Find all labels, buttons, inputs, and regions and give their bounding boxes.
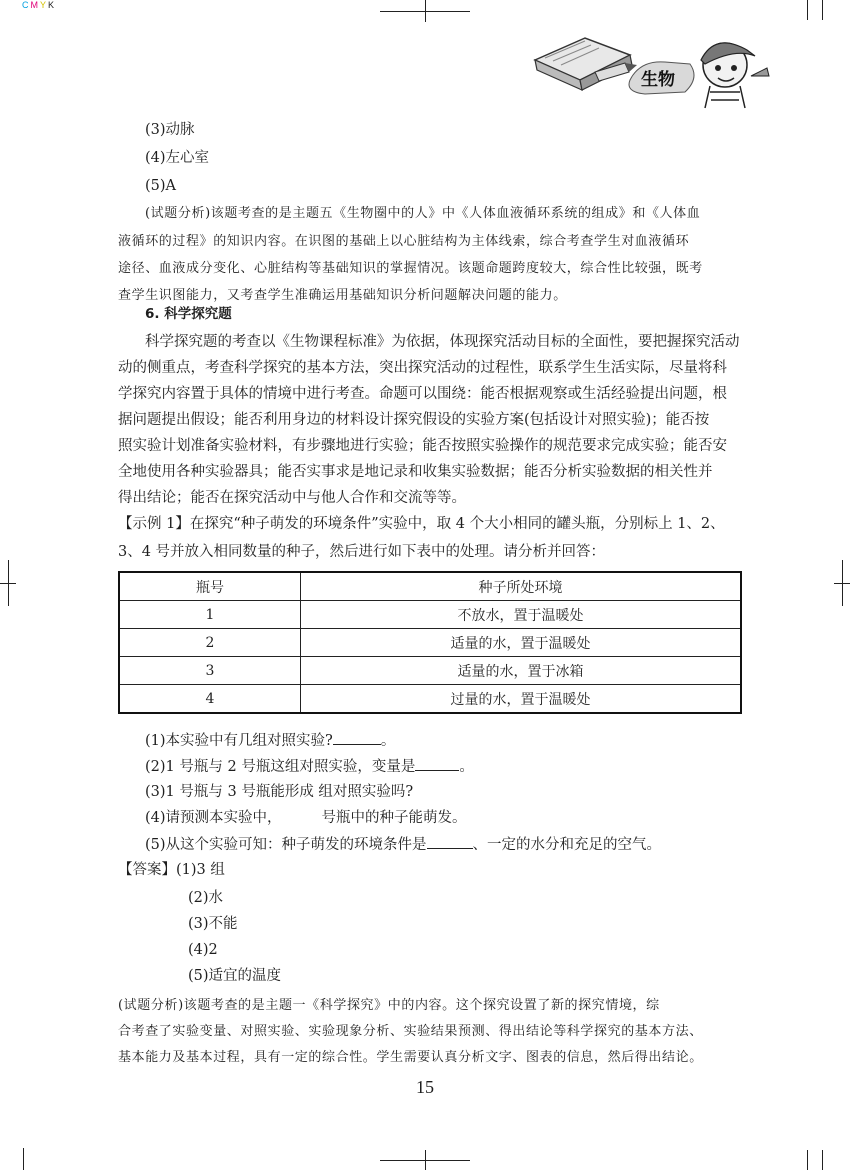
answer-line: (5)适宜的温度: [188, 968, 282, 984]
crop-mark: [807, 0, 808, 20]
color-bar: CMYK: [22, 0, 57, 10]
answer-line: (5)A: [145, 178, 177, 194]
table-cell: 4: [119, 685, 301, 714]
table-row: [119, 685, 741, 714]
crop-mark: [807, 1150, 808, 1170]
crop-mark: [842, 560, 843, 606]
crop-mark: [425, 1150, 426, 1170]
table-cell: 2: [119, 629, 301, 657]
paragraph-line: 得出结论；能否在探究活动中与他人合作和交流等等。: [118, 490, 466, 506]
table-cell: 适量的水，置于温暖处: [301, 629, 742, 657]
analysis-text: 合考查了实验变量、对照实验、实验现象分析、实验结果预测、得出结论等科学探究的基本方法、: [118, 1024, 703, 1039]
crop-mark: [23, 1148, 24, 1170]
paragraph-line: 学探究内容置于具体的情境中进行考查。命题可以围绕：能否根据观察或生活经验提出问题，根: [118, 386, 727, 402]
paragraph-line: 全地使用各种实验器具；能否实事求是地记录和收集实验数据；能否分析实验数据的相关性并: [118, 464, 713, 480]
table-header-row: [119, 572, 741, 601]
answer-line: (4)左心室: [145, 150, 210, 166]
svg-text:生物: 生物: [641, 70, 675, 90]
section-title: 6. 科学探究题: [145, 306, 232, 322]
answer-line: (3)不能: [188, 916, 238, 932]
question-line: (5)从这个实验可知：种子萌发的环境条件是 、一定的水分和充足的空气。: [145, 834, 661, 855]
example-line: 3、4 号并放入相同数量的种子，然后进行如下表中的处理。请分析并回答：: [118, 544, 606, 560]
question-line: (4)请预测本实验中， 号瓶中的种子能萌发。: [145, 810, 467, 826]
analysis-text: (试题分析)该题考查的是主题一《科学探究》中的内容。这个探究设置了新的探究情境，综: [118, 998, 660, 1013]
answer-line: (3)动脉: [145, 122, 195, 138]
experiment-table: [118, 571, 742, 714]
table-row: [119, 629, 741, 657]
question-line: (3)1 号瓶与 3 号瓶能形成 组对照实验吗?: [145, 784, 414, 800]
answer-label: 【答案】(1)3 组: [118, 862, 225, 878]
answer-line: (4)2: [188, 942, 218, 958]
question-line: (2)1 号瓶与 2 号瓶这组对照实验，变量是 。: [145, 756, 474, 777]
paragraph-line: 动的侧重点，考查科学探究的基本方法，突出探究活动的过程性，联系学生生活实际，尽量将科: [118, 360, 727, 376]
example-line: 【示例 1】在探究“种子萌发的环境条件”实验中，取 4 个大小相同的罐头瓶，分别标上 1、2、: [118, 516, 725, 532]
header-illustration: [525, 20, 775, 110]
question-line: (1)本实验中有几组对照实验? 。: [145, 730, 395, 751]
analysis-text: 液循环的过程》的知识内容。在识图的基础上以心脏结构为主体线索，综合考查学生对血液循环: [118, 234, 690, 249]
paragraph-line: 据问题提出假设；能否利用身边的材料设计探究假设的实验方案(包括设计对照实验)；能否按: [118, 412, 710, 428]
crop-mark: [822, 1150, 823, 1170]
paragraph-line: 科学探究题的考查以《生物课程标准》为依据，体现探究活动目标的全面性，要把握探究活动: [145, 334, 740, 350]
table-cell: 不放水，置于温暖处: [301, 601, 742, 629]
table-cell: 过量的水，置于温暖处: [301, 685, 742, 714]
column-header: 瓶号: [119, 572, 301, 601]
paragraph-line: 照实验计划准备实验材料，有步骤地进行实验；能否按照实验操作的规范要求完成实验；能否安: [118, 438, 727, 454]
column-header: 种子所处环境: [301, 572, 742, 601]
table-cell: 适量的水，置于冰箱: [301, 657, 742, 685]
analysis-text: 途径、血液成分变化、心脏结构等基础知识的掌握情况。该题命题跨度较大，综合性比较强，既考: [118, 261, 703, 276]
crop-mark: [822, 0, 823, 20]
analysis-text: 查学生识图能力，又考查学生准确运用基础知识分析问题解决问题的能力。: [118, 288, 567, 303]
analysis-text: 基本能力及基本过程，具有一定的综合性。学生需要认真分析文字、图表的信息，然后得出结论。: [118, 1050, 703, 1065]
crop-mark: [8, 560, 9, 606]
cartoon-student-icon: [701, 43, 769, 108]
page-number: 15: [416, 1077, 434, 1097]
crop-mark: [425, 0, 426, 22]
table-cell: 3: [119, 657, 301, 685]
book-icon: [535, 38, 632, 90]
table-row: [119, 657, 741, 685]
table-row: [119, 601, 741, 629]
analysis-text: (试题分析)该题考查的是主题五《生物圈中的人》中《人体血液循环系统的组成》和《人体血: [145, 206, 701, 221]
table-cell: 1: [119, 601, 301, 629]
answer-line: (2)水: [188, 890, 224, 906]
